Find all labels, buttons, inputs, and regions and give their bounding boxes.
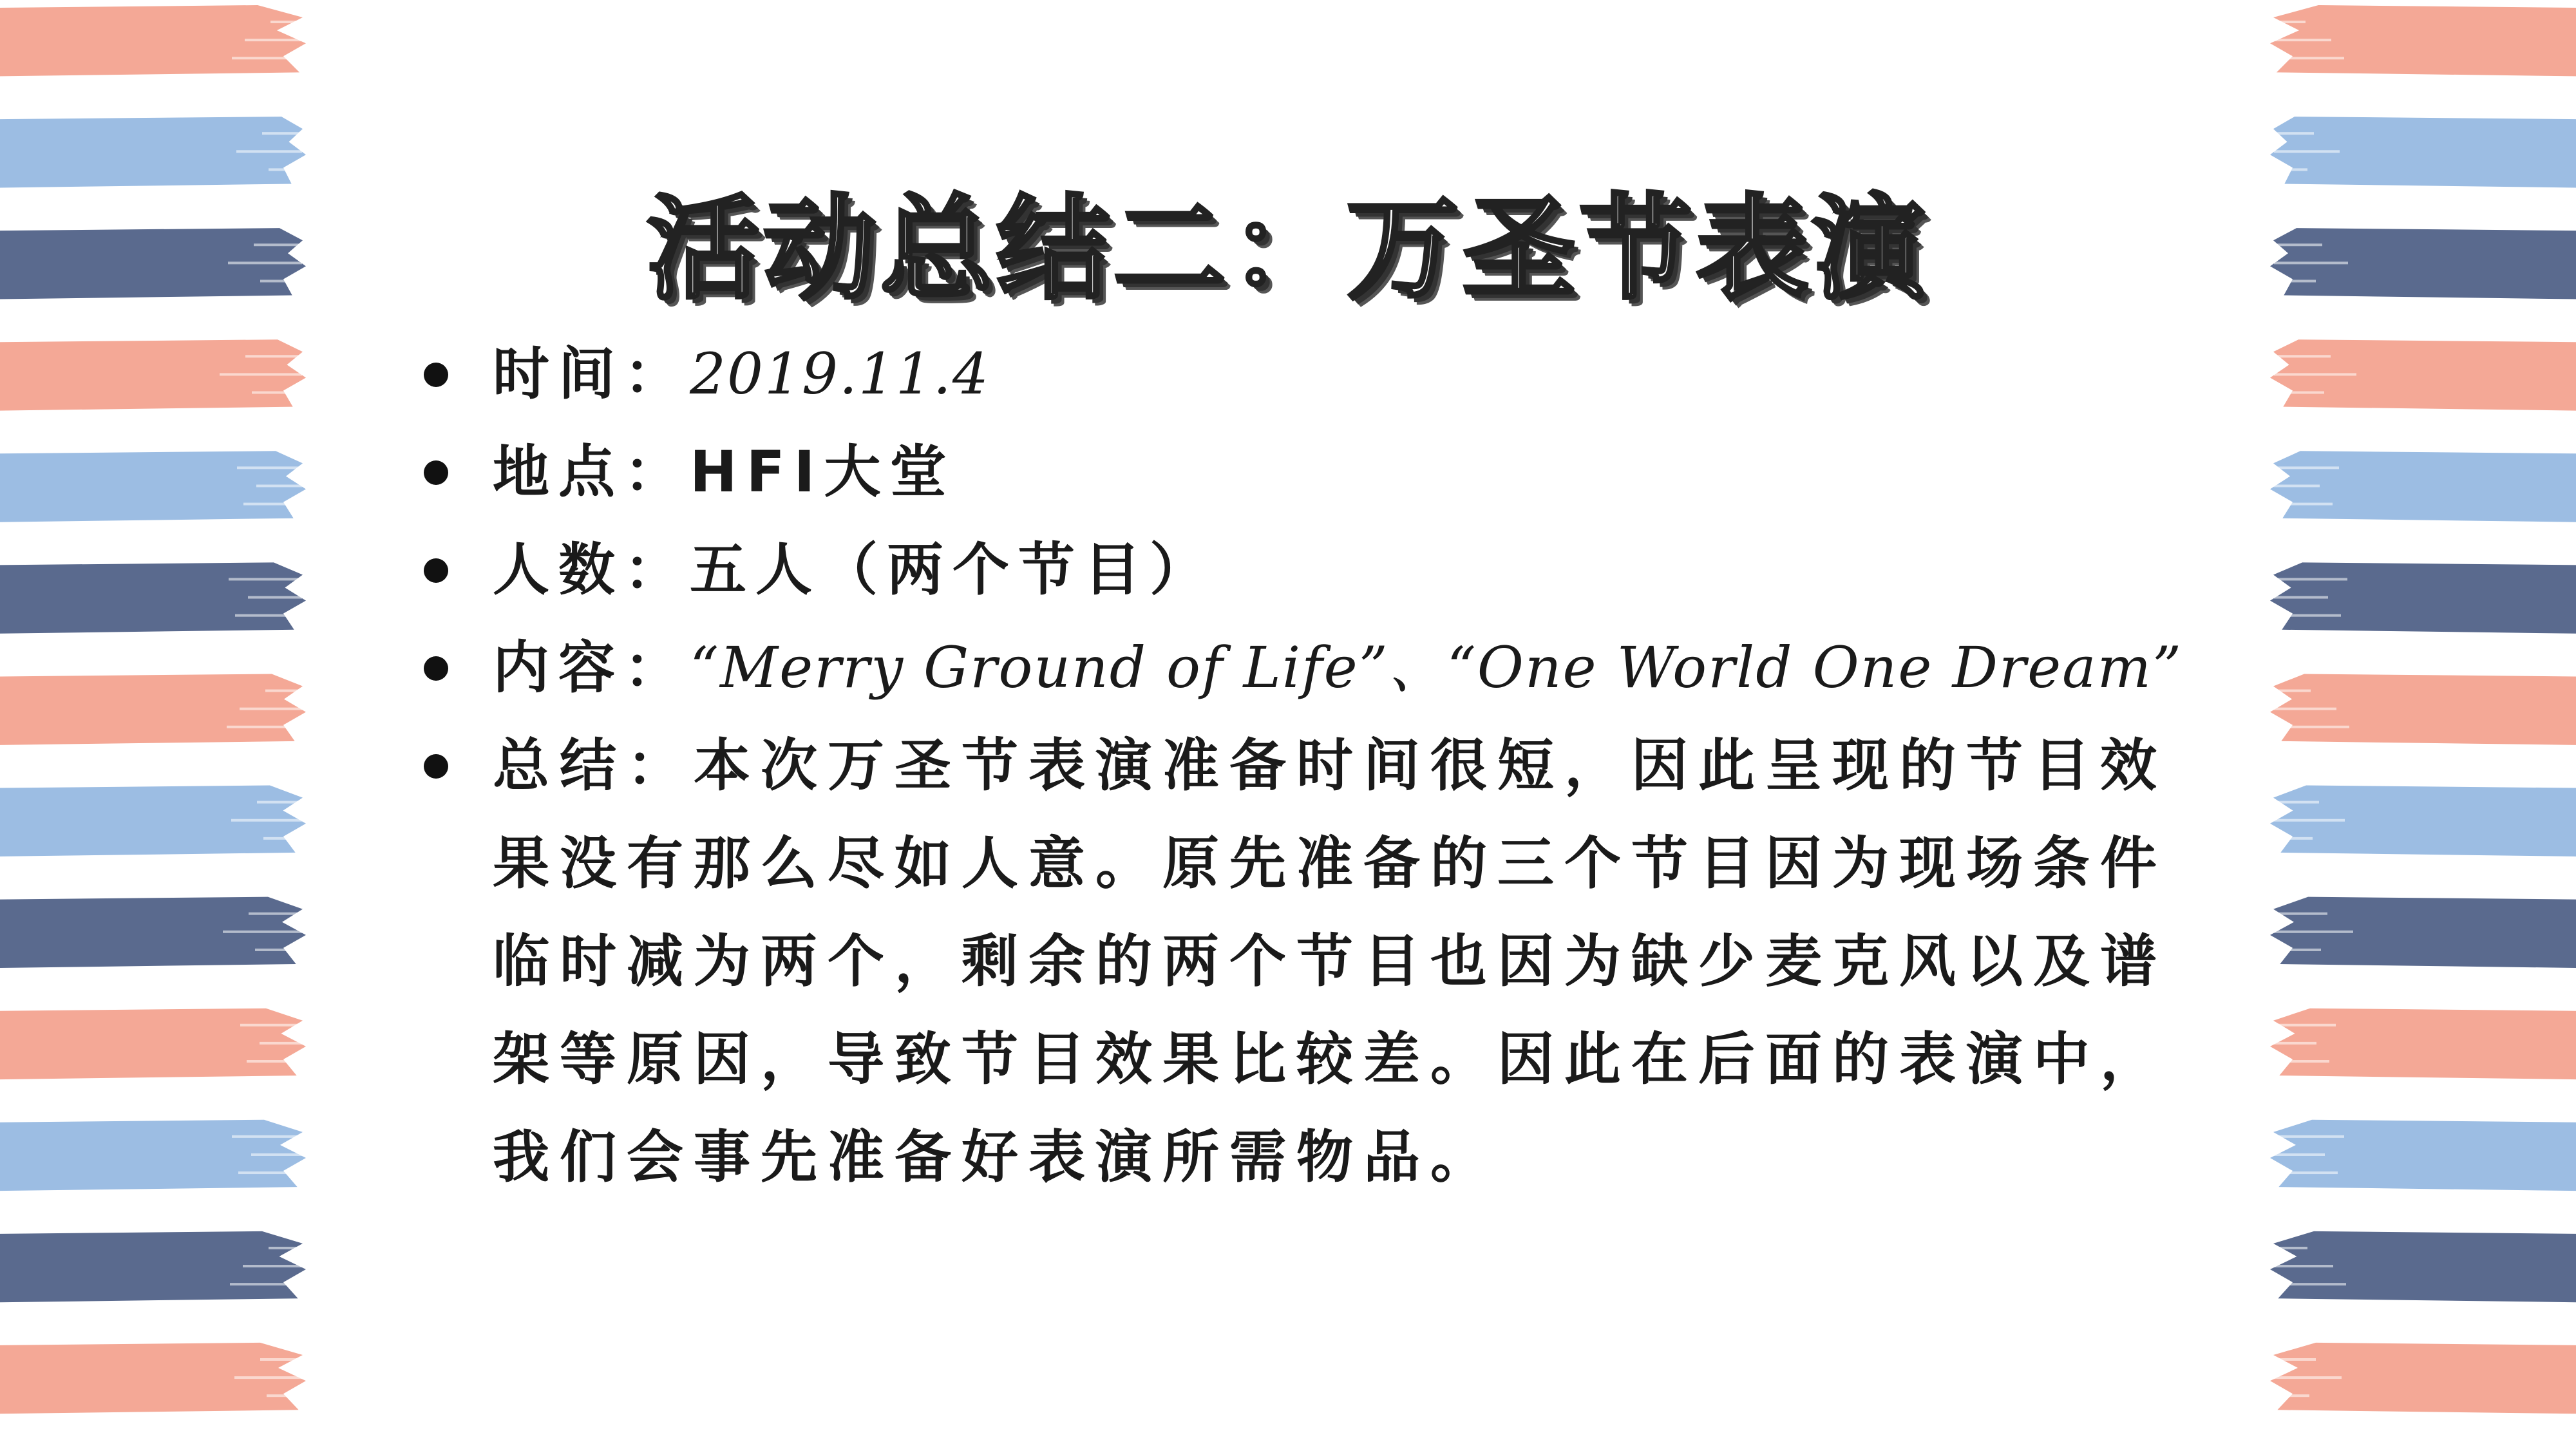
brush-streak <box>2274 1153 2325 1156</box>
brush-streak <box>2267 578 2347 580</box>
brush-streak <box>249 913 309 915</box>
location-value: HFI大堂 <box>690 439 956 505</box>
brush-streak <box>245 39 302 41</box>
brush-streak <box>2267 21 2306 23</box>
brush-streak <box>238 1171 308 1174</box>
brush-streak <box>2267 355 2331 357</box>
time-value: 2019.11.4 <box>690 341 990 407</box>
brush-streak <box>269 1247 309 1249</box>
brush-streak <box>260 1042 302 1045</box>
brush-streak <box>243 503 308 506</box>
brush-streak <box>270 21 309 23</box>
brush-streak <box>2268 1394 2309 1397</box>
bullet-time <box>412 325 2215 423</box>
brush-streak <box>2267 801 2319 804</box>
brush-streak <box>2274 931 2353 933</box>
brush-streak <box>260 1358 309 1361</box>
brush-streak <box>2267 1247 2307 1249</box>
brush-streak <box>2267 1024 2336 1027</box>
brush-streak <box>235 614 308 617</box>
bullet-dot-icon <box>424 460 448 485</box>
brush-streak <box>2268 614 2341 617</box>
brush-streak <box>234 1376 302 1379</box>
brush-streak <box>230 1283 308 1285</box>
bullet-headcount <box>412 521 2215 619</box>
content-value: “Merry Ground of Life”、“One World One Dream” <box>690 634 2183 701</box>
bullet-summary <box>412 717 2215 1206</box>
brush-streak <box>251 1153 302 1156</box>
brush-streak <box>252 392 308 394</box>
brush-streak <box>2268 392 2324 394</box>
brush-streak <box>232 1135 309 1138</box>
brush-streak <box>267 1394 308 1397</box>
brush-streak <box>2274 708 2336 710</box>
location-label: 地点： <box>493 439 690 505</box>
summary-value: 本次万圣节表演准备时间很短，因此呈现的节目效果没有那么尽如人意。原先准备的三个节目因为现场条件临时减为两个，剩余的两个节目也因为缺少麦克风以及谱架等原因，导致节目效果比较差。因此在后面的表演中，我们会事先准备好表演所需物品。 <box>493 732 2168 1190</box>
brush-streak <box>2267 1135 2344 1138</box>
brush-streak <box>247 1060 308 1063</box>
brush-streak <box>2274 484 2320 487</box>
headcount-value: 五人（两个节目） <box>690 536 1216 603</box>
time-label: 时间： <box>493 341 690 407</box>
bullet-location <box>412 423 2215 521</box>
brush-streak <box>2268 503 2333 506</box>
brush-streak <box>263 837 308 840</box>
brush-streak <box>2274 1265 2333 1267</box>
brush-streak <box>2274 39 2331 41</box>
brush-streak <box>2268 726 2349 728</box>
brush-streak <box>240 1024 309 1027</box>
brush-streak <box>231 819 302 822</box>
brush-streak <box>229 578 309 580</box>
brush-streak <box>237 466 309 469</box>
brush-streak <box>2268 1171 2338 1174</box>
brush-streak <box>255 949 308 951</box>
brush-streak <box>2267 913 2327 915</box>
brush-streak <box>265 690 309 692</box>
brush-streak <box>227 726 308 728</box>
content-label: 内容： <box>493 634 690 701</box>
brush-streak <box>269 168 308 171</box>
brush-streak <box>2267 466 2339 469</box>
brush-streak <box>2267 690 2311 692</box>
slide-title: 活动总结二：万圣节表演 <box>647 183 1929 316</box>
brush-streak <box>2268 837 2313 840</box>
brush-streak <box>236 150 302 153</box>
brush-streak <box>232 57 308 59</box>
brush-streak <box>2274 1042 2316 1045</box>
brush-streak <box>223 931 302 933</box>
brush-streak <box>2268 57 2344 59</box>
brush-streak <box>2268 949 2321 951</box>
brush-streak <box>248 596 302 599</box>
brush-streak <box>262 132 309 135</box>
brush-streak <box>256 484 302 487</box>
brush-streak <box>2274 373 2356 375</box>
brush-streak <box>257 801 309 804</box>
bullet-dot-icon <box>424 656 448 681</box>
headcount-label: 人数： <box>493 536 690 603</box>
brush-streak <box>2274 819 2345 822</box>
bullet-dot-icon <box>424 363 448 387</box>
brush-streak <box>245 355 309 357</box>
brush-streak <box>2267 1358 2316 1361</box>
brush-streak <box>2267 132 2314 135</box>
brush-streak <box>2274 1376 2342 1379</box>
bullet-dot-icon <box>424 558 448 583</box>
brush-streak <box>243 1265 302 1267</box>
summary-label: 总结： <box>493 732 694 799</box>
brush-streak <box>2268 1283 2346 1285</box>
brush-streak <box>2274 150 2340 153</box>
bullet-list <box>412 325 2215 1206</box>
bullet-dot-icon <box>424 754 448 779</box>
brush-streak <box>240 708 302 710</box>
brush-streak <box>2268 1060 2329 1063</box>
brush-streak <box>220 373 302 375</box>
brush-streak <box>2274 596 2328 599</box>
brush-streak <box>2268 168 2307 171</box>
bullet-content <box>412 619 2215 717</box>
